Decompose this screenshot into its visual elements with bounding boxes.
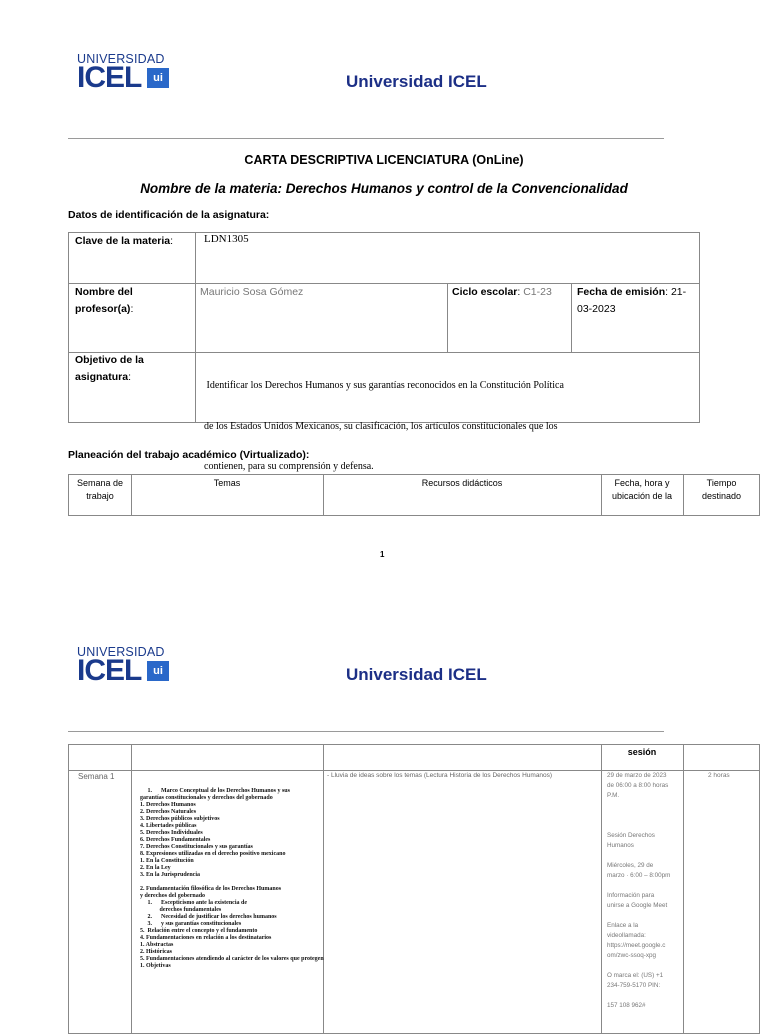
fecha-line: Sesión Derechos xyxy=(607,832,655,839)
icel-logo xyxy=(77,52,177,94)
fecha-line xyxy=(607,881,681,891)
semana-cell: Semana 1 xyxy=(78,772,115,781)
fecha-line: P.M. xyxy=(607,792,620,799)
logo-universidad-text: UNIVERSIDAD xyxy=(77,52,165,66)
fecha-line: om/zwc-ssoq-xpg xyxy=(607,952,656,959)
fecha-line: 29 de marzo de 2023 xyxy=(607,772,667,779)
fecha-line: Humanos xyxy=(607,842,634,849)
fecha-line: Información para xyxy=(607,892,655,899)
header-semana: Semana de trabajo xyxy=(76,478,124,501)
header-fecha: Fecha, hora y ubicación de la xyxy=(611,478,673,501)
fecha-line: https://meet.google.c xyxy=(607,942,666,949)
clave-label: Clave de la materia: xyxy=(75,235,174,247)
header-temas: Temas xyxy=(213,478,241,488)
objetivo-value: Identificar los Derechos Humanos y sus garantías reconocidos en la Constitución Política de los Estados Unidos Mexicanos, su clasificación, los artículos constitucionales que los contienen, para su comprensión y defensa. xyxy=(204,380,564,472)
icel-logo-2 xyxy=(77,645,177,687)
fecha-line: marzo · 6:00 – 8:00pm xyxy=(607,872,671,879)
fecha-emision: Fecha de emisión: 21- 03-2023 xyxy=(577,286,687,315)
fecha-line: Enlace a la xyxy=(607,922,639,929)
fecha-line: 234-759-5170 PIN: xyxy=(607,982,661,989)
ciclo-label: Ciclo escolar: C1-23 xyxy=(452,286,552,298)
fecha-line: unirse a Google Meet xyxy=(607,902,668,909)
fecha-line xyxy=(607,911,681,921)
recursos-cell: - Lluvia de ideas sobre los temas (Lectura Historia de los Derechos Humanos) xyxy=(327,772,553,779)
header-recursos: Recursos didácticos xyxy=(421,478,503,488)
fecha-line: videollamada: xyxy=(607,932,646,939)
profesor-value: Mauricio Sosa Gómez xyxy=(200,286,304,298)
profesor-label: Nombre del profesor(a): xyxy=(75,286,134,315)
header-sesion: sesión xyxy=(627,747,657,757)
fecha-line xyxy=(607,821,681,831)
fecha-line: de 06:00 a 8:00 horas xyxy=(607,782,669,789)
clave-value: LDN1305 xyxy=(204,233,249,245)
page-title: Universidad ICEL xyxy=(346,72,487,91)
page-number: 1 xyxy=(380,550,385,559)
logo-icel-text: ICEL xyxy=(77,654,142,687)
fecha-line xyxy=(607,851,681,861)
logo-icel-text: ICEL xyxy=(77,61,142,94)
temas-cell: 1. Marco Conceptual de los Derechos Humanos y sus garantías constitucionales y derechos del gobernado 1. Derechos Humanos 2. Derechos Naturales 3. Derechos públicos subjetivos 4. Libertades públicas 5. Derechos Individuales 6. Derechos Fundamentales 7. Derechos Constitucionales y sus garantías 8. Expresiones utilizadas en el derecho positivo mexicano 1. En la Constitución 2. En la Ley 3. En la Jurisprudencia 2. Fundamentación filosófica de los Derechos Humanos y derechos del gobernado 1. Escepticismo ante la existencia de derechos fundamentales 2. Necesidad de justificar los derechos humanos 3. y sus garantías constitucionales 5. Relación entre el concepto y el fundamento 4. Fundamentaciones en relación a los destinatarios 1. Abstractas 2. Históricas 5. Fundamentaciones atendiendo al carácter de los valores que protegen 1. Objetivas xyxy=(140,788,324,969)
logo-universidad-text: UNIVERSIDAD xyxy=(77,645,165,659)
planeacion-section-label: Planeación del trabajo académico (Virtualizado): xyxy=(68,449,310,461)
datos-section-label: Datos de identificación de la asignatura: xyxy=(68,209,270,221)
fecha-line: Miércoles, 29 de xyxy=(607,862,654,869)
fecha-line xyxy=(607,801,681,811)
objetivo-label: Objetivo de la asignatura: xyxy=(75,354,144,383)
fecha-line xyxy=(607,991,681,1001)
logo-badge: ui xyxy=(147,68,169,88)
header-divider xyxy=(68,138,664,139)
materia-title: Nombre de la materia: Derechos Humanos y control de la Convencionalidad xyxy=(140,181,628,196)
logo-badge: ui xyxy=(147,661,169,681)
page-title-2: Universidad ICEL xyxy=(346,665,487,684)
fecha-cell xyxy=(607,771,681,1011)
header-divider-2 xyxy=(68,731,664,732)
fecha-line xyxy=(607,961,681,971)
header-tiempo: Tiempo destinado xyxy=(701,478,742,501)
fecha-line: O marca el: (US) +1 xyxy=(607,972,664,979)
carta-title: CARTA DESCRIPTIVA LICENCIATURA (OnLine) xyxy=(244,153,524,167)
tiempo-cell: 2 horas xyxy=(708,772,730,779)
fecha-line xyxy=(607,811,681,821)
fecha-line: 157 108 962# xyxy=(607,1002,646,1009)
